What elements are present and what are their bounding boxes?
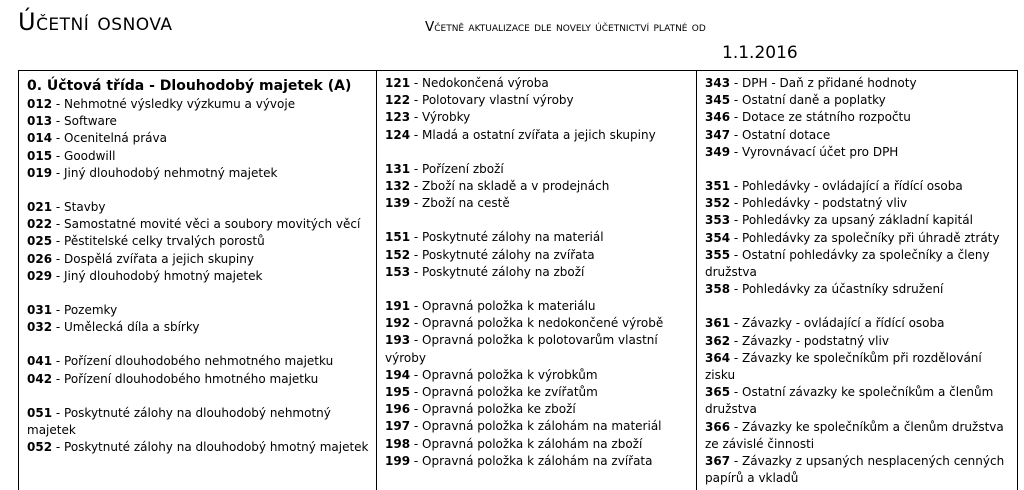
account-entry [385, 92, 690, 109]
account-entry [385, 367, 690, 384]
account-entry [705, 212, 1011, 229]
account-code: 351 [705, 179, 731, 194]
account-name: - Opravná položka ke zvířatům [410, 385, 598, 400]
account-chart-table [18, 70, 1018, 490]
account-name: - Ocenitelná práva [52, 131, 167, 146]
account-name: - Ostatní dotace [730, 127, 831, 142]
account-entry [705, 75, 1011, 92]
account-entry [705, 453, 1011, 487]
account-code: 031 [27, 303, 53, 318]
account-code: 013 [27, 114, 53, 129]
account-entry [705, 109, 1011, 126]
account-code: 355 [705, 247, 731, 262]
account-name: - Opravná položka k nedokončené výrobě [410, 316, 664, 331]
account-name: - Stavby [52, 200, 106, 215]
group-spacer [27, 285, 370, 302]
account-entry [705, 315, 1011, 332]
account-entry [385, 264, 690, 281]
account-code: 123 [385, 110, 411, 125]
account-name: - Pohledávky za upsaný základní kapitál [730, 213, 973, 228]
account-name: - Poskytnuté zálohy na dlouhodobý hmotný majetek [52, 440, 369, 455]
account-code: 198 [385, 436, 411, 451]
account-code: 358 [705, 282, 731, 297]
account-code: 012 [27, 97, 53, 111]
account-entry [385, 109, 690, 126]
account-code: 366 [705, 419, 731, 434]
account-entry [27, 302, 370, 319]
account-code: 052 [27, 440, 53, 455]
account-name: - Pohledávky - podstatný vliv [730, 196, 908, 211]
account-code: 194 [385, 367, 411, 382]
account-entry [27, 130, 370, 147]
account-name: - Dotace ze státního rozpočtu [730, 110, 911, 125]
account-name: - Opravná položka ke zboží [410, 402, 576, 417]
account-code: 193 [385, 333, 411, 348]
group-spacer [27, 182, 370, 199]
account-name: - Zboží na cestě [410, 196, 510, 211]
section-title: 0. Účtová třída - Dlouhodobý majetek (A) [27, 78, 352, 94]
account-entry [705, 281, 1011, 298]
account-code: 152 [385, 247, 411, 262]
account-code: 026 [27, 251, 53, 266]
account-name: - Opravná položka k polotovarům vlastní výroby [385, 333, 658, 365]
account-entry [385, 229, 690, 246]
account-entry [27, 353, 370, 370]
account-entry [385, 332, 690, 366]
account-code: 042 [27, 371, 53, 386]
account-entry [385, 453, 690, 470]
account-name: - Opravná položka k zálohám na materiál [410, 419, 662, 434]
account-code: 191 [385, 299, 411, 314]
account-name: - Pořízení dlouhodobého hmotného majetku [52, 371, 319, 386]
account-code: 346 [705, 110, 731, 125]
account-entry [385, 401, 690, 418]
account-code: 022 [27, 217, 53, 232]
account-entry [705, 333, 1011, 350]
account-name: - Opravná položka k materiálu [410, 299, 596, 314]
account-code: 131 [385, 161, 411, 176]
account-code: 354 [705, 230, 731, 245]
account-name: - Pořízení dlouhodobého nehmotného majetku [52, 354, 334, 369]
account-code: 352 [705, 196, 731, 211]
account-name: - Závazky - podstatný vliv [730, 333, 889, 348]
account-name: - Opravná položka k zálohám na zvířata [410, 453, 653, 468]
account-code: 014 [27, 131, 53, 146]
account-entry [705, 350, 1011, 384]
account-code: 365 [705, 385, 731, 400]
account-name: - Pohledávky za společníky při úhradě ztráty [730, 230, 1000, 245]
group-spacer [705, 161, 1011, 178]
group-spacer [385, 144, 690, 161]
account-name: - Závazky ke společníkům a členům družstva ze závislé činnosti [705, 419, 1004, 451]
account-name: - Poskytnuté zálohy na dlouhodobý nehmotný majetek [27, 405, 331, 438]
account-entry [385, 127, 690, 144]
account-code: 353 [705, 213, 731, 228]
account-name: - Závazky - ovládající a řídící osoba [730, 316, 945, 331]
account-name: - Poskytnuté zálohy na zvířata [410, 247, 595, 262]
account-name: - Pěstitelské celky trvalých porostů [52, 234, 265, 249]
account-code: 196 [385, 402, 411, 417]
account-name: - Pohledávky - ovládající a řídící osoba [730, 179, 963, 194]
account-code: 121 [385, 76, 411, 90]
account-entry [385, 436, 690, 453]
group-spacer [385, 281, 690, 298]
account-name: - Poskytnuté zálohy na materiál [410, 230, 604, 245]
account-entry [385, 384, 690, 401]
account-code: 347 [705, 127, 731, 142]
account-code: 151 [385, 230, 411, 245]
account-entry [385, 418, 690, 435]
account-entry [27, 216, 370, 233]
account-name: - Pořízení zboží [410, 161, 504, 176]
account-entry [27, 439, 370, 456]
account-entry [385, 195, 690, 212]
account-code: 153 [385, 264, 411, 279]
account-code: 019 [27, 165, 53, 180]
account-name: - Jiný dlouhodobý nehmotný majetek [52, 165, 278, 180]
effective-date: 1.1.2016 [722, 43, 798, 63]
account-code: 343 [705, 76, 731, 90]
account-entry [705, 247, 1011, 281]
account-name: - Mladá a ostatní zvířata a jejich skupiny [410, 127, 656, 142]
account-name: - Umělecká díla a sbírky [52, 320, 200, 335]
account-name: - Výrobky [410, 110, 471, 125]
account-code: 032 [27, 320, 53, 335]
account-entry [27, 113, 370, 130]
account-entry [27, 96, 370, 113]
column-class-1 [377, 71, 697, 490]
account-code: 345 [705, 93, 731, 108]
account-code: 349 [705, 144, 731, 159]
account-code: 124 [385, 127, 411, 142]
account-code: 195 [385, 385, 411, 400]
account-code: 361 [705, 316, 731, 331]
account-code: 041 [27, 354, 53, 369]
account-name: - Dospělá zvířata a jejich skupiny [52, 251, 254, 266]
column-class-3 [697, 71, 1017, 490]
account-entry [705, 144, 1011, 161]
account-entry [27, 199, 370, 216]
page-title: Účetní osnova [18, 8, 173, 36]
account-entry [705, 127, 1011, 144]
account-name: - Závazky z upsaných nesplacených cenných papírů a vkladů [705, 454, 1005, 486]
account-name: - DPH - Daň z přidané hodnoty [730, 76, 917, 90]
group-spacer [705, 298, 1011, 315]
group-spacer [27, 388, 370, 405]
account-code: 139 [385, 196, 411, 211]
account-entry [705, 230, 1011, 247]
account-name: - Vyrovnávací účet pro DPH [730, 144, 899, 159]
account-entry [385, 178, 690, 195]
group-spacer [385, 212, 690, 229]
account-entry [27, 405, 370, 439]
account-code: 362 [705, 333, 731, 348]
account-entry [27, 319, 370, 336]
account-code: 122 [385, 93, 411, 108]
account-code: 197 [385, 419, 411, 434]
account-name: - Nehmotné výsledky výzkumu a vývoje [52, 97, 296, 111]
page-subtitle: Včetně aktualizace dle novely účetnictví platné od [425, 19, 706, 35]
account-entry [705, 178, 1011, 195]
account-name: - Samostatné movité věci a soubory movitých věcí [52, 217, 361, 232]
account-code: 199 [385, 453, 411, 468]
account-name: - Ostatní daně a poplatky [730, 93, 886, 108]
account-entry [385, 247, 690, 264]
account-code: 051 [27, 405, 53, 420]
account-name: - Zboží na skladě a v prodejnách [410, 179, 610, 194]
account-name: - Opravná položka k výrobkům [410, 367, 598, 382]
account-entry [385, 75, 690, 92]
account-code: 192 [385, 316, 411, 331]
account-name: - Pozemky [52, 303, 118, 318]
account-name: - Goodwill [52, 148, 116, 163]
account-entry [27, 233, 370, 250]
account-name: - Závazky ke společníkům při rozdělování zisku [705, 350, 982, 383]
account-name: - Pohledávky za účastníky sdružení [730, 282, 944, 297]
account-entry [705, 384, 1011, 418]
account-entry [385, 161, 690, 178]
group-spacer [27, 336, 370, 353]
account-code: 132 [385, 179, 411, 194]
account-name: - Nedokončená výroba [410, 76, 549, 90]
account-name: - Poskytnuté zálohy na zboží [410, 264, 585, 279]
account-name: - Jiný dlouhodobý hmotný majetek [52, 268, 263, 283]
account-code: 364 [705, 350, 731, 365]
account-name: - Ostatní pohledávky za společníky a členy družstva [705, 247, 990, 280]
account-entry [27, 165, 370, 182]
account-entry [27, 268, 370, 285]
account-entry [27, 251, 370, 268]
column-class-0 [19, 71, 377, 490]
account-code: 025 [27, 234, 53, 249]
account-name: - Opravná položka k zálohám na zboží [410, 436, 643, 451]
account-name: - Ostatní závazky ke společníkům a členům družstva [705, 385, 994, 417]
account-name: - Software [52, 114, 117, 129]
account-name: - Polotovary vlastní výroby [410, 93, 574, 108]
account-code: 021 [27, 200, 53, 215]
account-entry [385, 298, 690, 315]
account-code: 029 [27, 268, 53, 283]
account-entry [705, 92, 1011, 109]
account-entry [385, 315, 690, 332]
account-entry [705, 419, 1011, 453]
account-entry [705, 195, 1011, 212]
account-code: 015 [27, 148, 53, 163]
account-entry [27, 148, 370, 165]
account-entry [27, 371, 370, 388]
account-code: 367 [705, 454, 731, 469]
